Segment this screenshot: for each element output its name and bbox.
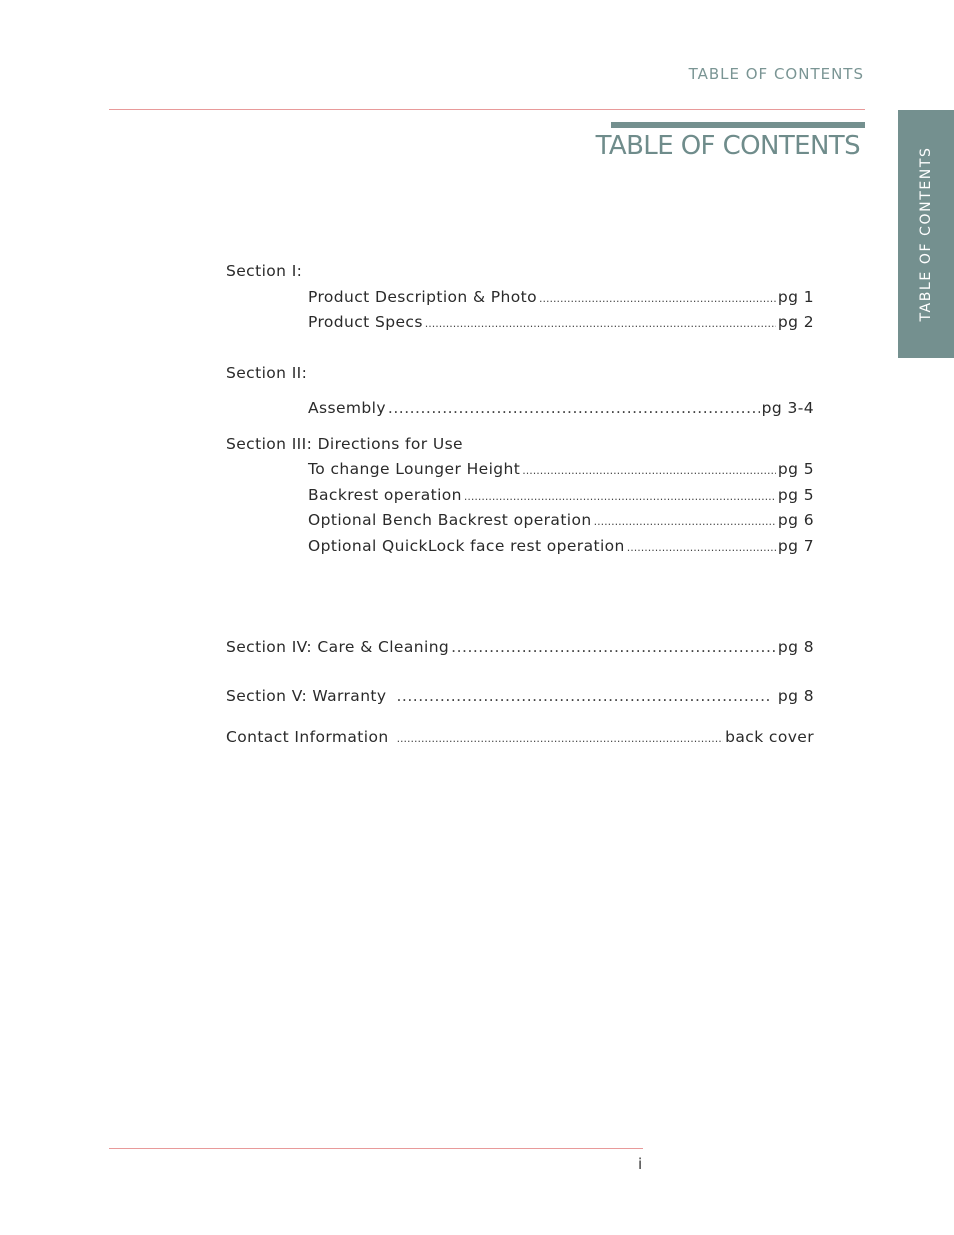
dot-leader — [396, 687, 771, 705]
toc-entry-label: Section V: Warranty — [226, 687, 387, 705]
toc-entry-page: pg 5 — [777, 486, 814, 504]
toc-entry-page: pg 1 — [777, 288, 814, 306]
toc-entry-page: pg 6 — [777, 511, 814, 529]
top-rule — [109, 109, 865, 110]
toc-entry-page: pg 8 — [777, 638, 814, 656]
toc-entry-bench-backrest[interactable] — [308, 511, 814, 529]
dot-leader — [594, 515, 776, 528]
dot-leader — [388, 399, 760, 417]
toc-entry-assembly[interactable] — [308, 399, 814, 417]
toc-entry-backrest-operation[interactable] — [308, 486, 814, 504]
toc-entry-label: Optional Bench Backrest operation — [308, 511, 592, 529]
toc-entry-label: Product Description & Photo — [308, 288, 538, 306]
side-tab — [898, 110, 954, 358]
running-header: TABLE OF CONTENTS — [688, 65, 864, 83]
dot-leader — [397, 732, 724, 745]
dot-leader — [425, 317, 776, 330]
section-1-heading: Section I: — [226, 262, 303, 280]
title-accent-bar — [611, 122, 865, 128]
toc-entry-page: back cover — [725, 728, 814, 746]
toc-entry-label: Assembly — [308, 399, 386, 417]
toc-entry-product-specs[interactable] — [308, 313, 814, 331]
toc-entry-page: pg 5 — [777, 460, 814, 478]
dot-leader — [464, 490, 776, 503]
toc-entry-lounger-height[interactable] — [308, 460, 814, 478]
side-tab-label: TABLE OF CONTENTS — [918, 146, 934, 322]
toc-entry-label: Backrest operation — [308, 486, 462, 504]
section-2-heading: Section II: — [226, 364, 308, 382]
toc-entry-page: pg 8 — [777, 687, 814, 705]
toc-entry-label: Contact Information — [226, 728, 389, 746]
dot-leader — [522, 464, 776, 477]
toc-entry-quicklock[interactable] — [308, 537, 814, 555]
bottom-rule — [109, 1148, 643, 1149]
toc-entry-product-description[interactable] — [308, 288, 814, 306]
section-3-heading: Section III: Directions for Use — [226, 435, 463, 453]
toc-entry-care-cleaning[interactable] — [226, 638, 814, 656]
page-title: TABLE OF CONTENTS — [595, 131, 860, 161]
toc-entry-label: Optional QuickLock face rest operation — [308, 537, 625, 555]
dot-leader — [451, 638, 776, 656]
toc-entry-label: Product Specs — [308, 313, 423, 331]
toc-entry-page: pg 3-4 — [761, 399, 814, 417]
toc-entry-label: Section IV: Care & Cleaning — [226, 638, 450, 656]
toc-entry-warranty[interactable] — [226, 687, 814, 705]
toc-entry-page: pg 2 — [777, 313, 814, 331]
toc-entry-contact[interactable] — [226, 728, 814, 746]
toc-entry-label: To change Lounger Height — [308, 460, 521, 478]
toc-entry-page: pg 7 — [777, 537, 814, 555]
page-number: i — [638, 1155, 643, 1173]
dot-leader — [539, 292, 776, 305]
dot-leader — [627, 541, 776, 554]
